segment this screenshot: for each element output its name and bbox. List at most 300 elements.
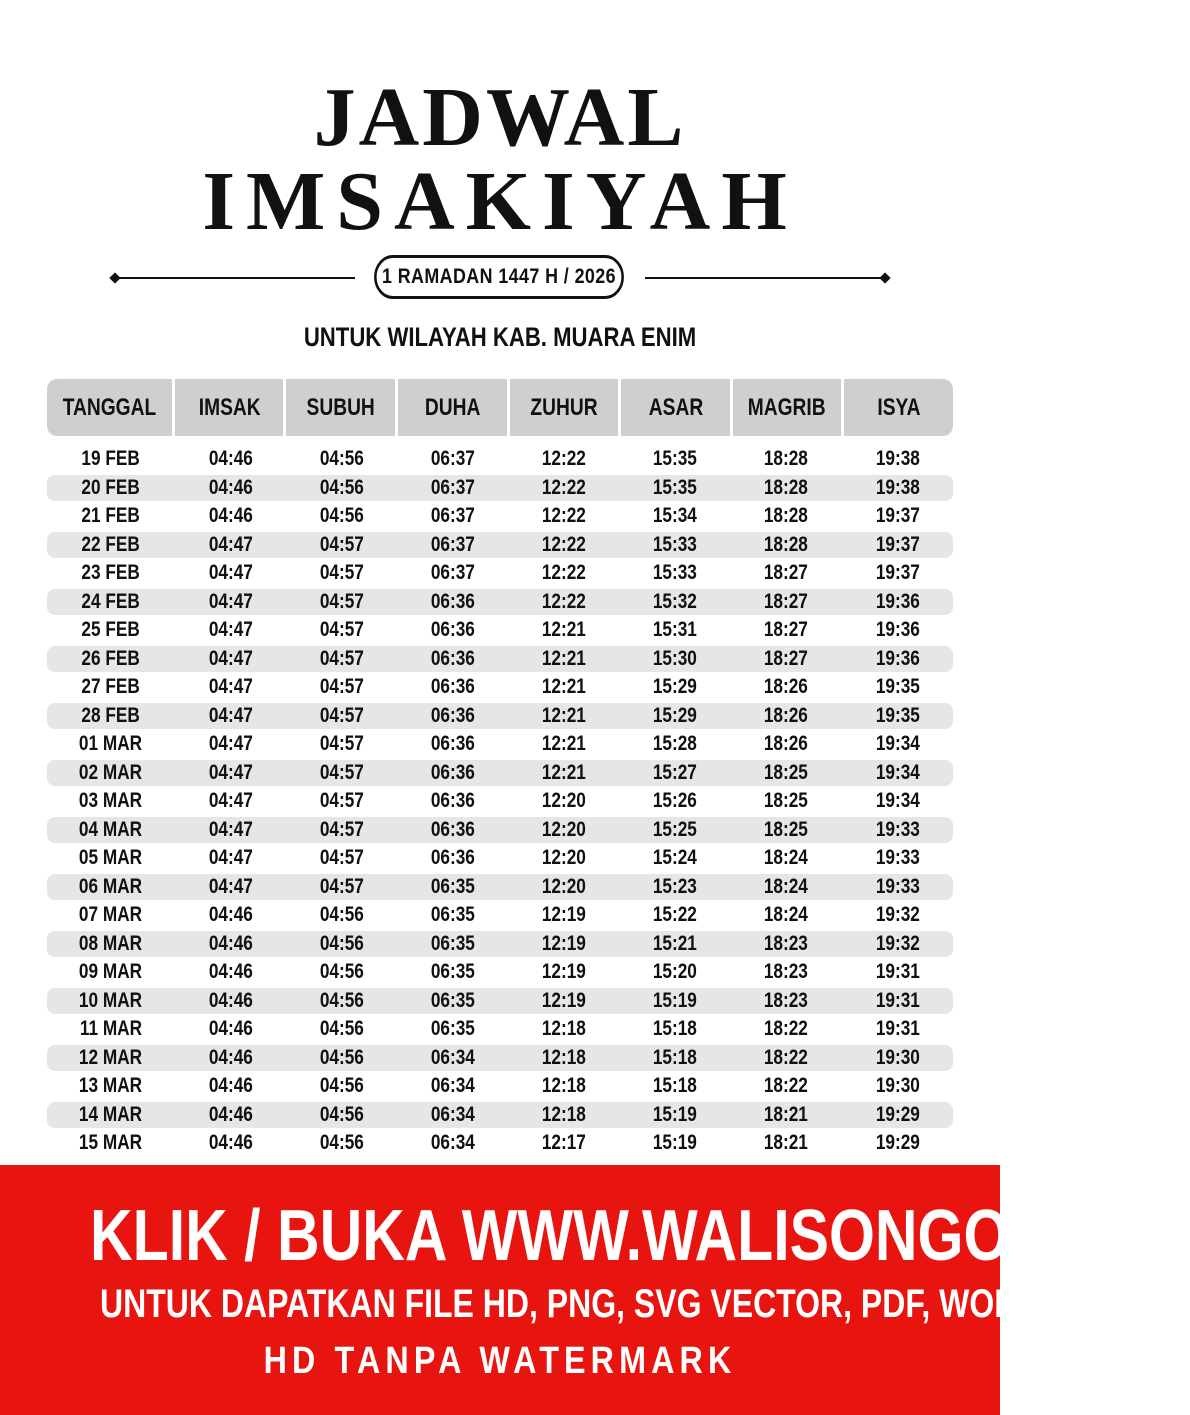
cell-value: 18:22 (764, 1045, 809, 1069)
table-cell-duha (397, 1045, 508, 1071)
cell-value: 27 FEB (81, 675, 141, 699)
cell-value: 04:57 (319, 532, 364, 556)
cell-value: 06:35 (430, 1017, 475, 1041)
table-cell-zuhur (508, 760, 619, 786)
cell-value: 12:20 (541, 817, 586, 841)
table-row (47, 845, 953, 872)
column-header-imsak (175, 379, 284, 436)
table-cell-asar (620, 532, 731, 558)
cell-value: 12:22 (541, 561, 586, 585)
table-row (47, 760, 953, 787)
table-cell-isya (842, 760, 953, 786)
cell-value: 04:46 (208, 1074, 253, 1098)
table-cell-duha (397, 1130, 508, 1156)
table-row (47, 959, 953, 986)
table-cell-imsak (175, 760, 286, 786)
cell-value: 18:21 (764, 1102, 809, 1126)
table-cell-isya (842, 1102, 953, 1128)
cell-value: 19:34 (875, 760, 920, 784)
cell-value: 06:36 (430, 618, 475, 642)
table-cell-duha (397, 589, 508, 615)
table-cell-asar (620, 503, 731, 529)
table-cell-isya (842, 646, 953, 672)
cell-value: 06:37 (430, 447, 475, 471)
banner-formats-line: UNTUK DAPATKAN FILE HD, PNG, SVG VECTOR, PDF, WORD, EXCEL (100, 1282, 1165, 1326)
table-cell-duha (397, 503, 508, 529)
cell-value: 18:27 (764, 618, 809, 642)
table-cell-tanggal (47, 845, 175, 871)
table-cell-imsak (175, 475, 286, 501)
cell-value: 04:47 (208, 874, 253, 898)
table-cell-magrib (731, 874, 842, 900)
cell-value: 18:27 (764, 589, 809, 613)
ramadan-date-badge: 1 RAMADAN 1447 H / 2026 (374, 255, 624, 299)
cell-value: 18:28 (764, 532, 809, 556)
table-cell-subuh (286, 1130, 397, 1156)
table-cell-asar (620, 874, 731, 900)
cell-value: 06:34 (430, 1102, 475, 1126)
cell-value: 23 FEB (81, 561, 141, 585)
table-cell-tanggal (47, 817, 175, 843)
cell-value: 15:26 (653, 789, 698, 813)
cell-value: 12 MAR (79, 1045, 143, 1069)
table-cell-tanggal (47, 1130, 175, 1156)
cell-value: 06:37 (430, 504, 475, 528)
divider-right (645, 277, 885, 279)
cell-value: 04:46 (208, 1017, 253, 1041)
table-cell-asar (620, 1073, 731, 1099)
cell-value: 12:18 (541, 1102, 586, 1126)
table-cell-duha (397, 617, 508, 643)
cell-value: 04:47 (208, 703, 253, 727)
table-cell-isya (842, 845, 953, 871)
table-cell-tanggal (47, 1073, 175, 1099)
table-row (47, 1102, 953, 1129)
cell-value: 04:47 (208, 618, 253, 642)
cell-value: 04:56 (319, 988, 364, 1012)
table-cell-duha (397, 788, 508, 814)
table-row (47, 617, 953, 644)
table-cell-zuhur (508, 475, 619, 501)
table-cell-asar (620, 788, 731, 814)
table-row (47, 532, 953, 559)
cell-value: 18:25 (764, 817, 809, 841)
cell-value: 06:37 (430, 475, 475, 499)
table-cell-asar (620, 1102, 731, 1128)
table-cell-duha (397, 760, 508, 786)
table-cell-imsak (175, 503, 286, 529)
table-cell-asar (620, 674, 731, 700)
column-header-label: ZUHUR (530, 393, 598, 421)
table-row (47, 560, 953, 587)
table-cell-zuhur (508, 988, 619, 1014)
cell-value: 04:47 (208, 589, 253, 613)
table-cell-isya (842, 817, 953, 843)
table-cell-subuh (286, 503, 397, 529)
table-cell-duha (397, 1102, 508, 1128)
cell-value: 04:57 (319, 760, 364, 784)
cell-value: 04:47 (208, 675, 253, 699)
table-body (47, 446, 953, 1157)
table-cell-zuhur (508, 646, 619, 672)
cell-value: 19:32 (875, 931, 920, 955)
table-cell-zuhur (508, 1073, 619, 1099)
banner-url-line[interactable]: KLIK / BUKA WWW.WALISONGO.CO.ID (90, 1196, 1190, 1276)
cell-value: 22 FEB (81, 532, 141, 556)
table-cell-isya (842, 1045, 953, 1071)
table-cell-asar (620, 902, 731, 928)
cell-value: 06:36 (430, 675, 475, 699)
cell-value: 04:46 (208, 988, 253, 1012)
table-cell-imsak (175, 589, 286, 615)
table-row (47, 503, 953, 530)
table-cell-imsak (175, 1130, 286, 1156)
table-cell-subuh (286, 788, 397, 814)
cell-value: 15:19 (653, 988, 698, 1012)
table-cell-zuhur (508, 503, 619, 529)
table-cell-subuh (286, 959, 397, 985)
cell-value: 06:36 (430, 646, 475, 670)
cell-value: 15:21 (653, 931, 698, 955)
cell-value: 12:19 (541, 931, 586, 955)
cell-value: 04:57 (319, 817, 364, 841)
cell-value: 15:33 (653, 532, 698, 556)
cell-value: 04:47 (208, 817, 253, 841)
table-cell-isya (842, 475, 953, 501)
table-cell-zuhur (508, 1016, 619, 1042)
cell-value: 25 FEB (81, 618, 141, 642)
table-cell-zuhur (508, 589, 619, 615)
cell-value: 19:37 (875, 504, 920, 528)
table-cell-imsak (175, 532, 286, 558)
cell-value: 15:29 (653, 675, 698, 699)
table-cell-tanggal (47, 988, 175, 1014)
cell-value: 04:47 (208, 561, 253, 585)
table-cell-zuhur (508, 959, 619, 985)
table-cell-subuh (286, 874, 397, 900)
table-cell-magrib (731, 560, 842, 586)
table-cell-magrib (731, 446, 842, 472)
table-cell-zuhur (508, 560, 619, 586)
table-cell-tanggal (47, 760, 175, 786)
cell-value: 12:20 (541, 874, 586, 898)
cell-value: 12:22 (541, 589, 586, 613)
cell-value: 08 MAR (79, 931, 143, 955)
table-cell-zuhur (508, 1130, 619, 1156)
cell-value: 19:34 (875, 789, 920, 813)
cell-value: 19:36 (875, 618, 920, 642)
table-row (47, 446, 953, 473)
table-cell-isya (842, 674, 953, 700)
table-cell-subuh (286, 703, 397, 729)
table-cell-asar (620, 475, 731, 501)
table-cell-tanggal (47, 1102, 175, 1128)
table-cell-asar (620, 988, 731, 1014)
table-cell-subuh (286, 674, 397, 700)
table-cell-asar (620, 959, 731, 985)
cell-value: 04:57 (319, 732, 364, 756)
cell-value: 12:21 (541, 675, 586, 699)
table-cell-imsak (175, 646, 286, 672)
table-cell-isya (842, 1130, 953, 1156)
cell-value: 15:24 (653, 846, 698, 870)
cell-value: 28 FEB (81, 703, 141, 727)
table-cell-asar (620, 1045, 731, 1071)
title-jadwal: JADWAL (313, 71, 687, 164)
cell-value: 19:35 (875, 675, 920, 699)
table-cell-magrib (731, 959, 842, 985)
table-row (47, 1016, 953, 1043)
cell-value: 19:30 (875, 1045, 920, 1069)
cell-value: 15:27 (653, 760, 698, 784)
cell-value: 04:47 (208, 646, 253, 670)
cell-value: 19:32 (875, 903, 920, 927)
table-cell-duha (397, 646, 508, 672)
table-cell-magrib (731, 475, 842, 501)
table-cell-duha (397, 902, 508, 928)
cell-value: 03 MAR (79, 789, 143, 813)
cell-value: 04:57 (319, 789, 364, 813)
cell-value: 06:36 (430, 789, 475, 813)
cell-value: 26 FEB (81, 646, 141, 670)
table-cell-tanggal (47, 646, 175, 672)
cell-value: 07 MAR (79, 903, 143, 927)
column-header-isya (844, 379, 953, 436)
cell-value: 04:46 (208, 1045, 253, 1069)
schedule-table (47, 379, 953, 1159)
cell-value: 15:34 (653, 504, 698, 528)
cell-value: 04:57 (319, 846, 364, 870)
cell-value: 12:21 (541, 703, 586, 727)
table-cell-imsak (175, 902, 286, 928)
cell-value: 18:24 (764, 846, 809, 870)
cell-value: 04:56 (319, 903, 364, 927)
cell-value: 04:57 (319, 646, 364, 670)
cell-value: 04:47 (208, 532, 253, 556)
cell-value: 15:18 (653, 1074, 698, 1098)
cell-value: 12:21 (541, 760, 586, 784)
table-cell-zuhur (508, 931, 619, 957)
table-cell-tanggal (47, 902, 175, 928)
cell-value: 15:29 (653, 703, 698, 727)
cell-value: 18:24 (764, 903, 809, 927)
column-header-label: DUHA (424, 393, 481, 421)
table-row (47, 646, 953, 673)
table-row (47, 674, 953, 701)
table-cell-tanggal (47, 589, 175, 615)
table-cell-isya (842, 532, 953, 558)
table-cell-duha (397, 532, 508, 558)
cell-value: 18:23 (764, 960, 809, 984)
table-cell-zuhur (508, 617, 619, 643)
cell-value: 15:30 (653, 646, 698, 670)
table-cell-magrib (731, 845, 842, 871)
table-row (47, 1045, 953, 1072)
cell-value: 18:28 (764, 447, 809, 471)
cell-value: 15:19 (653, 1131, 698, 1155)
cell-value: 19:37 (875, 561, 920, 585)
cell-value: 06:35 (430, 903, 475, 927)
cell-value: 19:37 (875, 532, 920, 556)
cell-value: 06:34 (430, 1074, 475, 1098)
cell-value: 18:21 (764, 1131, 809, 1155)
table-cell-magrib (731, 646, 842, 672)
table-cell-magrib (731, 1102, 842, 1128)
cell-value: 14 MAR (79, 1102, 143, 1126)
cell-value: 15:25 (653, 817, 698, 841)
table-cell-zuhur (508, 817, 619, 843)
cell-value: 04:57 (319, 703, 364, 727)
table-cell-zuhur (508, 532, 619, 558)
cell-value: 19:33 (875, 817, 920, 841)
cell-value: 06:36 (430, 760, 475, 784)
divider-right-tip (879, 272, 890, 283)
cell-value: 18:24 (764, 874, 809, 898)
table-cell-magrib (731, 703, 842, 729)
cell-value: 04:46 (208, 447, 253, 471)
table-cell-duha (397, 674, 508, 700)
table-cell-asar (620, 1130, 731, 1156)
table-cell-subuh (286, 475, 397, 501)
cell-value: 19:29 (875, 1131, 920, 1155)
promo-banner[interactable] (0, 1165, 1190, 1415)
table-cell-isya (842, 589, 953, 615)
cell-value: 10 MAR (79, 988, 143, 1012)
table-cell-magrib (731, 988, 842, 1014)
cell-value: 12:22 (541, 475, 586, 499)
cell-value: 18:23 (764, 988, 809, 1012)
table-cell-zuhur (508, 902, 619, 928)
cell-value: 04:56 (319, 960, 364, 984)
table-cell-imsak (175, 988, 286, 1014)
cell-value: 06 MAR (79, 874, 143, 898)
table-cell-subuh (286, 902, 397, 928)
cell-value: 15:32 (653, 589, 698, 613)
column-header-subuh (286, 379, 395, 436)
table-row (47, 988, 953, 1015)
cell-value: 15:22 (653, 903, 698, 927)
cell-value: 12:19 (541, 988, 586, 1012)
table-cell-isya (842, 731, 953, 757)
cell-value: 18:26 (764, 732, 809, 756)
table-cell-magrib (731, 503, 842, 529)
cell-value: 19:33 (875, 846, 920, 870)
cell-value: 04:47 (208, 732, 253, 756)
table-cell-isya (842, 703, 953, 729)
table-cell-isya (842, 503, 953, 529)
table-cell-imsak (175, 1016, 286, 1042)
cell-value: 21 FEB (81, 504, 141, 528)
table-row (47, 817, 953, 844)
table-cell-magrib (731, 902, 842, 928)
table-cell-magrib (731, 617, 842, 643)
table-cell-isya (842, 1073, 953, 1099)
table-cell-magrib (731, 1016, 842, 1042)
cell-value: 12:18 (541, 1074, 586, 1098)
table-cell-tanggal (47, 560, 175, 586)
table-cell-subuh (286, 988, 397, 1014)
table-cell-subuh (286, 1045, 397, 1071)
column-header-label: ISYA (877, 393, 921, 421)
table-cell-subuh (286, 931, 397, 957)
cell-value: 20 FEB (81, 475, 141, 499)
cell-value: 15:35 (653, 475, 698, 499)
cell-value: 06:36 (430, 589, 475, 613)
table-cell-asar (620, 760, 731, 786)
cell-value: 06:36 (430, 846, 475, 870)
table-cell-asar (620, 845, 731, 871)
table-row (47, 1130, 953, 1157)
table-cell-subuh (286, 617, 397, 643)
table-cell-imsak (175, 674, 286, 700)
table-cell-tanggal (47, 1016, 175, 1042)
cell-value: 18:23 (764, 931, 809, 955)
table-cell-tanggal (47, 731, 175, 757)
cell-value: 04:56 (319, 1131, 364, 1155)
column-header-label: TANGGAL (62, 393, 157, 421)
table-cell-magrib (731, 1073, 842, 1099)
cell-value: 12:22 (541, 532, 586, 556)
cell-value: 04:57 (319, 589, 364, 613)
table-cell-imsak (175, 703, 286, 729)
cell-value: 12:19 (541, 960, 586, 984)
cell-value: 06:36 (430, 817, 475, 841)
cell-value: 06:37 (430, 532, 475, 556)
table-cell-imsak (175, 817, 286, 843)
cell-value: 19:31 (875, 960, 920, 984)
table-cell-isya (842, 988, 953, 1014)
table-cell-subuh (286, 532, 397, 558)
table-cell-imsak (175, 446, 286, 472)
cell-value: 01 MAR (79, 732, 143, 756)
table-row (47, 1073, 953, 1100)
cell-value: 12:22 (541, 447, 586, 471)
cell-value: 19:31 (875, 988, 920, 1012)
table-cell-tanggal (47, 874, 175, 900)
table-cell-zuhur (508, 446, 619, 472)
cell-value: 04:56 (319, 931, 364, 955)
cell-value: 04:57 (319, 618, 364, 642)
cell-value: 06:36 (430, 703, 475, 727)
table-cell-asar (620, 560, 731, 586)
cell-value: 18:28 (764, 504, 809, 528)
column-header-tanggal (47, 379, 172, 436)
table-cell-subuh (286, 646, 397, 672)
column-header-label: IMSAK (198, 393, 261, 421)
region-subtitle: UNTUK WILAYAH KAB. MUARA ENIM (303, 322, 697, 352)
cell-value: 04:46 (208, 504, 253, 528)
table-cell-isya (842, 902, 953, 928)
banner-watermark-line: HD TANPA WATERMARK (263, 1340, 737, 1382)
cell-value: 19:38 (875, 475, 920, 499)
cell-value: 19:36 (875, 646, 920, 670)
cell-value: 12:20 (541, 846, 586, 870)
cell-value: 19:34 (875, 732, 920, 756)
cell-value: 04:46 (208, 960, 253, 984)
table-cell-tanggal (47, 788, 175, 814)
table-cell-zuhur (508, 674, 619, 700)
cell-value: 18:27 (764, 561, 809, 585)
table-cell-subuh (286, 760, 397, 786)
cell-value: 18:26 (764, 675, 809, 699)
cell-value: 15:28 (653, 732, 698, 756)
cell-value: 04:56 (319, 1045, 364, 1069)
table-cell-asar (620, 589, 731, 615)
cell-value: 15:33 (653, 561, 698, 585)
cell-value: 19:33 (875, 874, 920, 898)
cell-value: 04:47 (208, 789, 253, 813)
table-row (47, 902, 953, 929)
